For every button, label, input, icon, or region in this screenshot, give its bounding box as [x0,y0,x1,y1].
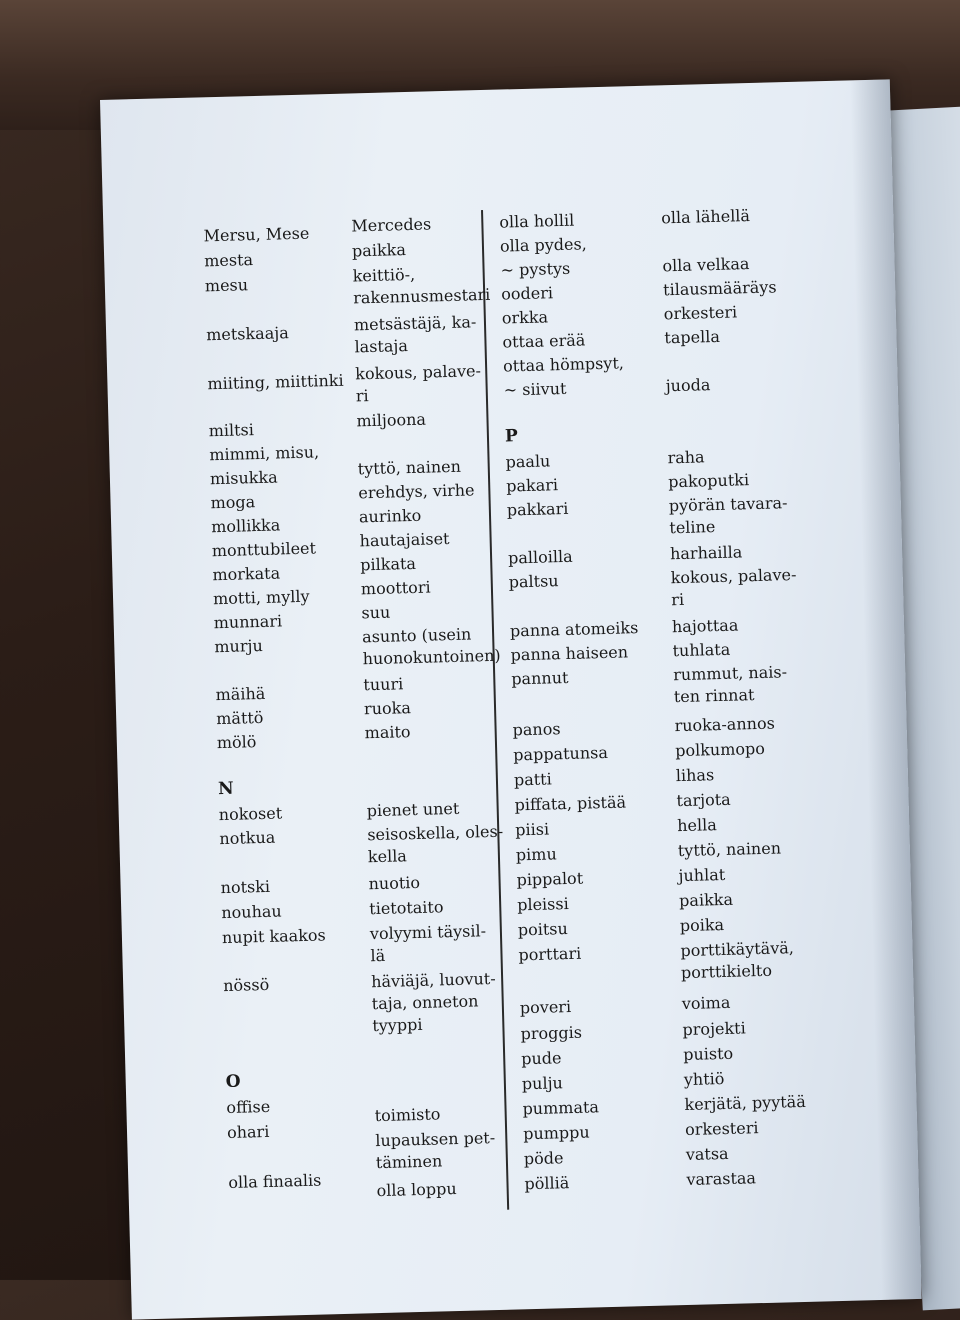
term: olla finaalis [228,1170,322,1193]
term: paalu [505,451,551,472]
definition: juhlat [678,864,726,886]
term: mäihä [215,683,266,705]
term: pakari [505,475,559,496]
term: pleissi [516,894,569,915]
term: morkata [212,563,281,585]
term: ohari [226,1121,270,1143]
term: ooderi [500,283,554,304]
term: munnari [213,611,283,633]
definition: tapella [664,326,721,348]
term: paltsu [508,571,559,592]
definition: poika [679,914,725,936]
definition: projekti [682,1018,746,1040]
definition: ruoka [363,698,412,719]
term: misukka [209,467,278,489]
term: pappatunsa [513,742,609,765]
term: proggis [520,1022,583,1044]
definition: tilausmääräys [662,277,777,300]
definition: Mercedes [351,214,432,236]
definition: kerjätä, pyytää [684,1091,806,1115]
term: murju [214,635,263,657]
term: ~ pystys [500,258,571,280]
definition: vatsa [685,1143,729,1165]
term: pumppu [522,1122,590,1144]
definition: nuotio [368,872,421,894]
term: panna atomeiks [509,618,639,641]
term: panna haiseen [510,642,629,665]
definition: maito [364,722,411,743]
definition: pyörän tavara- teline [668,493,788,538]
term: mölö [216,732,257,753]
definition: porttikäytävä, porttikielto [680,938,795,983]
definition: lupauksen pet- täminen [375,1128,496,1173]
definition: tarjota [676,789,731,811]
term: offise [226,1096,271,1118]
definition: harhailla [669,542,743,564]
book-page [100,79,922,1319]
term: orkka [501,307,549,328]
definition: lihas [675,765,715,786]
term: patti [513,769,552,790]
term: pude [520,1048,562,1069]
definition: olla velkaa [662,254,750,276]
definition: paikka [678,889,734,911]
term: palloilla [507,546,573,568]
definition: juoda [665,375,711,396]
definition: aurinko [358,505,422,527]
term: pannut [511,667,569,689]
term: pimu [515,844,557,865]
definition: pakoputki [667,470,750,492]
definition: varastaa [686,1168,757,1190]
definition: tuuri [363,674,404,695]
term: nupit kaakos [221,925,326,948]
definition: pilkata [360,553,417,575]
term: pummata [522,1097,600,1119]
term: moga [210,492,256,513]
term: pakkari [506,498,569,520]
term: porttari [518,943,582,965]
definition: orkesteri [684,1118,759,1140]
term: ~ siivut [503,378,567,400]
definition: suu [361,602,391,623]
definition: raha [667,447,705,468]
term: olla pydes, [499,234,587,256]
definition: keittiö-, rakennusmestari [352,264,491,308]
term: poitsu [517,919,569,940]
term: monttubileet [211,538,317,561]
term: pölliä [524,1173,570,1194]
term: mimmi, misu, [209,442,320,465]
definition: metsästäjä, ka- lastaja [353,312,477,357]
term: pöde [523,1148,564,1169]
definition: pienet unet [366,798,460,821]
term: miiting, miittinki [207,370,344,394]
term: mesta [203,250,254,271]
definition: olla loppu [376,1179,457,1201]
term: panos [512,719,561,740]
definition: tyttö, nainen [357,456,462,479]
term: nokoset [218,803,283,825]
definition: volyymi täysil- lä [369,921,487,966]
definition: kokous, palave- ri [670,564,797,610]
definition: puisto [682,1043,734,1065]
definition: voima [681,992,731,1014]
definition: tyttö, nainen [677,838,782,861]
definition: asunto (usein huonokuntoinen) [361,624,501,669]
definition: ruoka-annos [674,713,776,736]
term: pulju [521,1073,564,1094]
term: piffata, pistää [514,792,627,815]
definition: hautajaiset [359,529,450,551]
term: miltsi [208,420,255,441]
definition: hella [676,815,717,836]
definition: erehdys, virhe [358,480,475,503]
definition: hajottaa [671,615,739,637]
term: metskaaja [205,323,289,345]
term: nössö [222,974,270,996]
definition: miljoona [356,409,427,431]
term: nouhau [221,901,282,923]
definition: toimisto [374,1104,441,1126]
definition: yhtiö [683,1068,725,1090]
term: ottaa erää [502,330,586,352]
definition: paikka [351,240,407,261]
term: mollikka [210,515,281,537]
definition: kokous, palave- ri [355,361,482,406]
definition: orkesteri [663,302,738,324]
definition: olla lähellä [661,206,751,228]
definition: rummut, nais- ten rinnat [672,662,788,707]
term: notski [220,876,271,898]
term: olla hollil [499,210,575,232]
term: mättö [215,707,264,729]
term: ottaa hömpsyt, [502,353,625,376]
definition: moottori [360,577,431,599]
definition: häviäjä, luovut- taja, onneton tyyppi [370,968,496,1036]
section-heading-p: P [504,426,519,447]
definition: polkumopo [674,738,766,761]
term: pippalot [516,868,584,890]
section-heading-n: N [217,778,234,800]
term: poveri [519,996,572,1018]
term: motti, mylly [212,586,310,609]
term: Mersu, Mese [203,223,310,246]
term: notkua [219,827,276,849]
term: mesu [204,275,249,296]
definition: tuhlata [672,639,731,661]
definition: tietotaito [369,897,444,919]
term: piisi [514,819,550,840]
definition: seisoskella, oles- kella [367,821,504,867]
section-heading-o: O [225,1071,241,1093]
